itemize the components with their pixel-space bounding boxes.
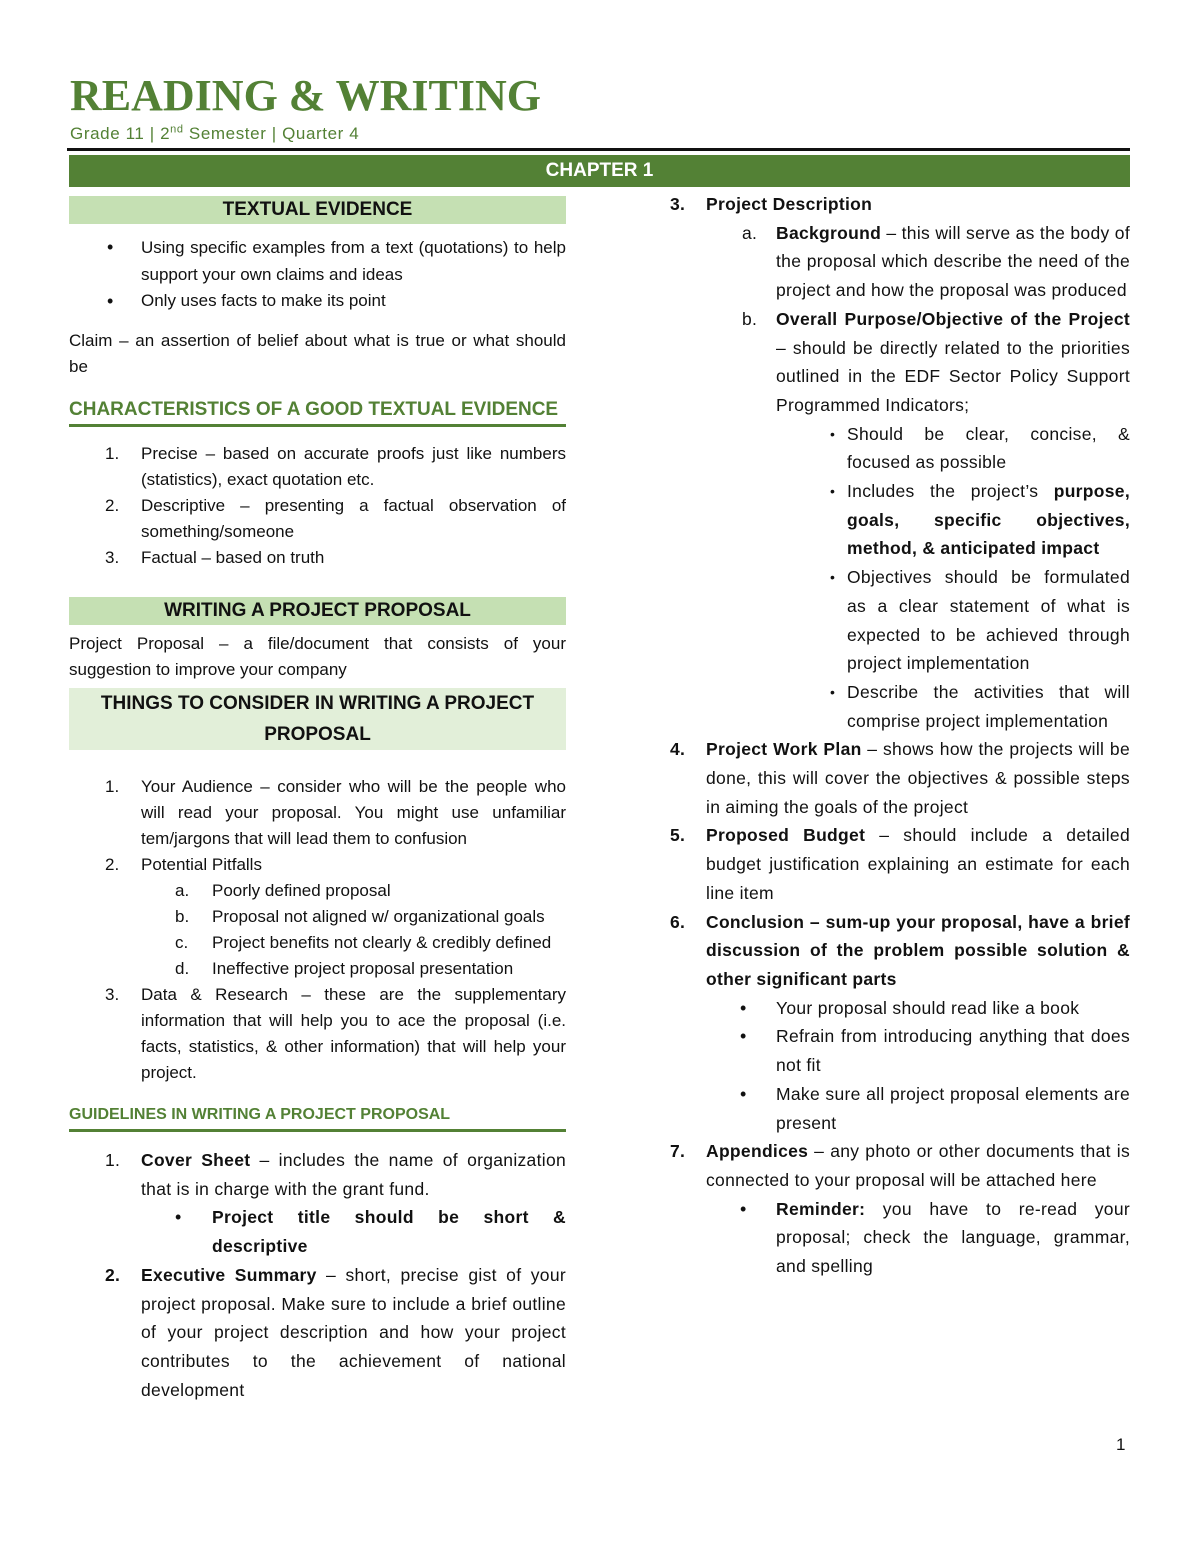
list-item: 1. Your Audience – consider who will be the people who will read your proposal. You might use unfamiliar tem/jargons that will lead them to confusion	[105, 777, 566, 848]
section-heading-writing-proposal: WRITING A PROJECT PROPOSAL	[69, 597, 566, 625]
page-title: READING & WRITING	[70, 71, 542, 120]
list-item: • Your proposal should read like a book	[670, 994, 1130, 1023]
list-item: 2. Potential Pitfalls	[105, 855, 262, 874]
list-item: 3. Data & Research – these are the supplementary information that will help you to ace the proposal (i.e. facts, statistics, & other information) that will help your project.	[105, 985, 566, 1082]
list-item: 7. Appendices – any photo or other documents that is connected to your proposal will be attached here	[670, 1141, 1130, 1190]
list-item: • Should be clear, concise, & focused as possible	[670, 420, 1130, 477]
page-subtitle: Grade 11 | 2nd Semester | Quarter 4	[70, 123, 360, 143]
list-item: • Objectives should be formulated as a clear statement of what is expected to be achieved through project implementation	[670, 563, 1130, 678]
list-item: • Only uses facts to make its point	[69, 288, 566, 314]
list-item: 2. Descriptive – presenting a factual observation of something/someone	[105, 496, 566, 541]
list-item: a. Background – this will serve as the body of the proposal which describe the need of the project and how the proposal was produced	[742, 222, 1130, 301]
project-proposal-definition: Project Proposal – a file/document that consists of your suggestion to improve your company	[69, 634, 566, 679]
list-item: 1. Cover Sheet – includes the name of organization that is in charge with the grant fund.	[105, 1150, 567, 1199]
header-rule	[67, 148, 1130, 151]
list-item: 4. Project Work Plan – shows how the projects will be done, this will cover the objectives & possible steps in aiming the goals of the project	[670, 739, 1130, 817]
list-item: 3. Factual – based on truth	[105, 548, 325, 567]
list-item: • Project title should be short & descriptive	[69, 1203, 566, 1260]
section-heading-guidelines: GUIDELINES IN WRITING A PROJECT PROPOSAL	[69, 1102, 566, 1132]
list-item: • Describe the activities that will comprise project implementation	[670, 678, 1130, 735]
right-column	[670, 190, 1130, 1281]
list-item: • Reminder: you have to re-read your proposal; check the language, grammar, and spelling	[670, 1195, 1130, 1281]
list-item: 1. Precise – based on accurate proofs just like numbers (statistics), exact quotation etc.	[105, 444, 566, 489]
list-item: 5. Proposed Budget – should include a detailed budget justification explaining an estimate for each line item	[670, 825, 1130, 903]
chapter-banner: CHAPTER 1	[69, 155, 1130, 187]
page-number: 1	[1116, 1435, 1126, 1454]
section-heading-characteristics: CHARACTERISTICS OF A GOOD TEXTUAL EVIDENCE	[69, 397, 566, 427]
left-column	[69, 196, 566, 1404]
section-heading-textual-evidence: TEXTUAL EVIDENCE	[69, 196, 566, 224]
claim-definition: Claim – an assertion of belief about what is true or what should be	[69, 331, 566, 376]
list-item: 6. Conclusion – sum-up your proposal, have a brief discussion of the problem possible solution & other significant parts	[670, 911, 1130, 989]
list-item: 2. Executive Summary – short, precise gist of your project proposal. Make sure to include a brief outline of your project description and how your project contributes to the achievement of national development	[105, 1264, 566, 1400]
list-item: • Using specific examples from a text (quotations) to help support your own claims and ideas	[69, 234, 566, 288]
list-item: • Includes the project’s purpose, goals, specific objectives, method, & anticipated impact	[670, 477, 1130, 563]
list-item: b. Proposal not aligned w/ organizational goals	[175, 907, 545, 926]
section-heading-things-to-consider: THINGS TO CONSIDER IN WRITING A PROJECT PROPOSAL	[69, 688, 566, 750]
list-item: b. Overall Purpose/Objective of the Project – should be directly related to the priorities outlined in the EDF Sector Policy Support Programmed Indicators;	[742, 308, 1130, 415]
list-item: • Make sure all project proposal elements are present	[670, 1080, 1130, 1137]
list-item: • Refrain from introducing anything that does not fit	[670, 1022, 1130, 1079]
list-item: 3. Project Description	[670, 194, 873, 214]
list-item: a. Poorly defined proposal	[175, 881, 391, 900]
list-item: d. Ineffective project proposal presentation	[175, 959, 514, 978]
list-item: c. Project benefits not clearly & credibly defined	[175, 933, 552, 952]
